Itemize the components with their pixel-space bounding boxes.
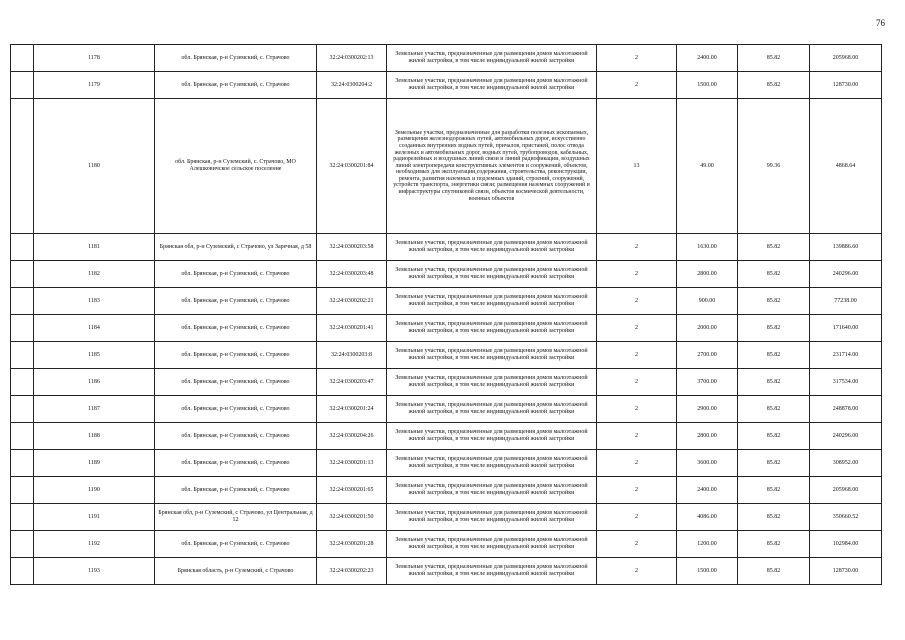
row-number: 1188 [34, 423, 155, 450]
total-value-cell: 240296.00 [810, 423, 882, 450]
group-code-cell: 2 [597, 261, 677, 288]
land-purpose-cell: Земельные участки, предназначенные для размещения домов малоэтажной жилой застройки, в том числе индивидуальной жилой застройки [387, 450, 597, 477]
blank-cell [11, 45, 34, 72]
total-value-cell: 4868.64 [810, 99, 882, 234]
total-value-cell: 171640.00 [810, 315, 882, 342]
area-cell: 1630.00 [677, 234, 738, 261]
group-code-cell: 2 [597, 477, 677, 504]
table-row [11, 72, 882, 99]
land-purpose-cell: Земельные участки, предназначенные для размещения домов малоэтажной жилой застройки, в том числе индивидуальной жилой застройки [387, 423, 597, 450]
address-cell: обл. Брянская, р-н Суземский, с. Страчово, МО Алешковичское сельское поселение [155, 99, 317, 234]
rate-cell: 85.82 [738, 261, 810, 288]
table-row [11, 99, 882, 234]
blank-cell [11, 477, 34, 504]
group-code-cell: 2 [597, 504, 677, 531]
total-value-cell: 248878.00 [810, 396, 882, 423]
total-value-cell: 308952.00 [810, 450, 882, 477]
blank-cell [11, 558, 34, 585]
row-number: 1179 [34, 72, 155, 99]
total-value-cell: 102984.00 [810, 531, 882, 558]
group-code-cell: 2 [597, 288, 677, 315]
land-registry-table [10, 44, 882, 585]
cadastral-number-cell: 32:24:0300201:41 [317, 315, 387, 342]
total-value-cell: 240296.00 [810, 261, 882, 288]
table-row [11, 396, 882, 423]
cadastral-number-cell: 32:24:0300201:84 [317, 99, 387, 234]
row-number: 1183 [34, 288, 155, 315]
cadastral-number-cell: 32:24:0300204:2 [317, 72, 387, 99]
address-cell: Брянская обл, р-н Суземский, с Страчово, ул Заречная, д 58 [155, 234, 317, 261]
land-purpose-cell: Земельные участки, предназначенные для размещения домов малоэтажной жилой застройки, в том числе индивидуальной жилой застройки [387, 72, 597, 99]
address-cell: обл. Брянская, р-н Суземский, с. Страчово [155, 369, 317, 396]
rate-cell: 85.82 [738, 477, 810, 504]
land-purpose-cell: Земельные участки, предназначенные для размещения домов малоэтажной жилой застройки, в том числе индивидуальной жилой застройки [387, 342, 597, 369]
address-cell: обл. Брянская, р-н Суземский, с. Страчово [155, 531, 317, 558]
group-code-cell: 2 [597, 450, 677, 477]
cadastral-number-cell: 32:24:0300201:50 [317, 504, 387, 531]
row-number: 1181 [34, 234, 155, 261]
group-code-cell: 2 [597, 369, 677, 396]
table-row [11, 369, 882, 396]
row-number: 1190 [34, 477, 155, 504]
area-cell: 2900.00 [677, 396, 738, 423]
address-cell: обл. Брянская, р-н Суземский, с. Страчово [155, 315, 317, 342]
blank-cell [11, 261, 34, 288]
blank-cell [11, 504, 34, 531]
row-number: 1180 [34, 99, 155, 234]
address-cell: Брянская область, р-н Суземский, с Страчово [155, 558, 317, 585]
rate-cell: 99.36 [738, 99, 810, 234]
total-value-cell: 139886.60 [810, 234, 882, 261]
rate-cell: 85.82 [738, 315, 810, 342]
total-value-cell: 317534.00 [810, 369, 882, 396]
rate-cell: 85.82 [738, 72, 810, 99]
land-purpose-cell: Земельные участки, предназначенные для размещения домов малоэтажной жилой застройки, в том числе индивидуальной жилой застройки [387, 288, 597, 315]
table-row [11, 423, 882, 450]
row-number: 1184 [34, 315, 155, 342]
group-code-cell: 2 [597, 234, 677, 261]
rate-cell: 85.82 [738, 531, 810, 558]
area-cell: 1500.00 [677, 558, 738, 585]
group-code-cell: 2 [597, 396, 677, 423]
cadastral-number-cell: 32:24:0300203:48 [317, 261, 387, 288]
area-cell: 49.00 [677, 99, 738, 234]
area-cell: 1500.00 [677, 72, 738, 99]
cadastral-number-cell: 32:24:0300201:24 [317, 396, 387, 423]
cadastral-number-cell: 32:24:0300203:58 [317, 234, 387, 261]
cadastral-number-cell: 32:24:0300203:8 [317, 342, 387, 369]
address-cell: обл. Брянская, р-н Суземский, с. Страчово [155, 288, 317, 315]
land-purpose-cell: Земельные участки, предназначенные для размещения домов малоэтажной жилой застройки, в том числе индивидуальной жилой застройки [387, 558, 597, 585]
address-cell: обл. Брянская, р-н Суземский, с. Страчово [155, 450, 317, 477]
table-row [11, 288, 882, 315]
area-cell: 2800.00 [677, 423, 738, 450]
rate-cell: 85.82 [738, 504, 810, 531]
rate-cell: 85.82 [738, 369, 810, 396]
group-code-cell: 2 [597, 531, 677, 558]
cadastral-number-cell: 32:24:0300203:47 [317, 369, 387, 396]
group-code-cell: 2 [597, 45, 677, 72]
address-cell: обл. Брянская, р-н Суземский, с. Страчово [155, 72, 317, 99]
table-row [11, 45, 882, 72]
row-number: 1186 [34, 369, 155, 396]
group-code-cell: 2 [597, 72, 677, 99]
table-row [11, 261, 882, 288]
land-purpose-cell: Земельные участки, предназначенные для размещения домов малоэтажной жилой застройки, в том числе индивидуальной жилой застройки [387, 315, 597, 342]
land-purpose-cell: Земельные участки, предназначенные для размещения домов малоэтажной жилой застройки, в том числе индивидуальной жилой застройки [387, 261, 597, 288]
blank-cell [11, 234, 34, 261]
land-purpose-cell: Земельные участки, предназначенные для размещения домов малоэтажной жилой застройки, в том числе индивидуальной жилой застройки [387, 45, 597, 72]
group-code-cell: 13 [597, 99, 677, 234]
total-value-cell: 350660.52 [810, 504, 882, 531]
row-number: 1182 [34, 261, 155, 288]
address-cell: обл. Брянская, р-н Суземский, с. Страчово [155, 477, 317, 504]
row-number: 1185 [34, 342, 155, 369]
address-cell: обл. Брянская, р-н Суземский, с. Страчово [155, 261, 317, 288]
group-code-cell: 2 [597, 315, 677, 342]
area-cell: 2800.00 [677, 261, 738, 288]
area-cell: 3600.00 [677, 450, 738, 477]
total-value-cell: 231714.00 [810, 342, 882, 369]
area-cell: 900.00 [677, 288, 738, 315]
land-purpose-cell: Земельные участки, предназначенные для разработки полезных ископаемых, размещения железнодорожных путей, автомобильных дорог, искусственно созданных внутренних водных путей, причалов, пристаней, полос отвода железных и автомобильных дорог, водных путей, трубопроводов, кабельных, радиорелейных и воздушных линий связи и линий радиофикации, воздушных линий электропередачи конструктивных элементов и сооружений, объектов, необходимых для эксплуатации,содержания, строительства, реконструкции, ремонта, развития наземных и подземных зданий, строений, сооружений, устройств транспорта, энергетики связи; размещения наземных сооружений и инфраструктуры спутниковой связи, объектов космической деятельности, военных объектов [387, 99, 597, 234]
land-purpose-cell: Земельные участки, предназначенные для размещения домов малоэтажной жилой застройки, в том числе индивидуальной жилой застройки [387, 504, 597, 531]
land-purpose-cell: Земельные участки, предназначенные для размещения домов малоэтажной жилой застройки, в том числе индивидуальной жилой застройки [387, 396, 597, 423]
rate-cell: 85.82 [738, 234, 810, 261]
table-row [11, 504, 882, 531]
area-cell: 2400.00 [677, 477, 738, 504]
cadastral-number-cell: 32:24:0300202:13 [317, 45, 387, 72]
cadastral-number-cell: 32:24:0300202:21 [317, 288, 387, 315]
address-cell: обл. Брянская, р-н Суземский, с. Страчово [155, 45, 317, 72]
area-cell: 3700.00 [677, 369, 738, 396]
blank-cell [11, 72, 34, 99]
table-row [11, 558, 882, 585]
table-row [11, 315, 882, 342]
blank-cell [11, 315, 34, 342]
land-purpose-cell: Земельные участки, предназначенные для размещения домов малоэтажной жилой застройки, в том числе индивидуальной жилой застройки [387, 369, 597, 396]
area-cell: 2000.00 [677, 315, 738, 342]
total-value-cell: 128730.00 [810, 72, 882, 99]
land-purpose-cell: Земельные участки, предназначенные для размещения домов малоэтажной жилой застройки, в том числе индивидуальной жилой застройки [387, 234, 597, 261]
rate-cell: 85.82 [738, 423, 810, 450]
cadastral-number-cell: 32:24:0300202:23 [317, 558, 387, 585]
table-row [11, 234, 882, 261]
table-row [11, 477, 882, 504]
cadastral-number-cell: 32:24:0300201:65 [317, 477, 387, 504]
blank-cell [11, 99, 34, 234]
blank-cell [11, 423, 34, 450]
table-body [11, 45, 882, 585]
row-number: 1191 [34, 504, 155, 531]
area-cell: 2400.00 [677, 45, 738, 72]
total-value-cell: 128730.00 [810, 558, 882, 585]
table-row [11, 450, 882, 477]
cadastral-number-cell: 32:24:0300201:13 [317, 450, 387, 477]
row-number: 1192 [34, 531, 155, 558]
address-cell: обл. Брянская, р-н Суземский, с. Страчово [155, 396, 317, 423]
group-code-cell: 2 [597, 342, 677, 369]
blank-cell [11, 450, 34, 477]
rate-cell: 85.82 [738, 45, 810, 72]
cadastral-number-cell: 32:24:0300201:28 [317, 531, 387, 558]
blank-cell [11, 369, 34, 396]
rate-cell: 85.82 [738, 342, 810, 369]
area-cell: 1200.00 [677, 531, 738, 558]
group-code-cell: 2 [597, 558, 677, 585]
address-cell: обл. Брянская, р-н Суземский, с. Страчово [155, 342, 317, 369]
blank-cell [11, 288, 34, 315]
rate-cell: 85.82 [738, 288, 810, 315]
group-code-cell: 2 [597, 423, 677, 450]
land-purpose-cell: Земельные участки, предназначенные для размещения домов малоэтажной жилой застройки, в том числе индивидуальной жилой застройки [387, 477, 597, 504]
rate-cell: 85.82 [738, 450, 810, 477]
row-number: 1193 [34, 558, 155, 585]
blank-cell [11, 531, 34, 558]
total-value-cell: 205968.00 [810, 477, 882, 504]
table-row [11, 342, 882, 369]
blank-cell [11, 342, 34, 369]
blank-cell [11, 396, 34, 423]
table-row [11, 531, 882, 558]
area-cell: 2700.00 [677, 342, 738, 369]
address-cell: Брянская обл, р-н Суземский, с Страчово, ул Центральная, д 12 [155, 504, 317, 531]
total-value-cell: 205968.00 [810, 45, 882, 72]
page-number: 76 [876, 18, 885, 28]
rate-cell: 85.82 [738, 558, 810, 585]
cadastral-number-cell: 32:24:0300204:26 [317, 423, 387, 450]
row-number: 1178 [34, 45, 155, 72]
total-value-cell: 77238.00 [810, 288, 882, 315]
area-cell: 4086.00 [677, 504, 738, 531]
row-number: 1189 [34, 450, 155, 477]
address-cell: обл. Брянская, р-н Суземский, с. Страчово [155, 423, 317, 450]
rate-cell: 85.82 [738, 396, 810, 423]
row-number: 1187 [34, 396, 155, 423]
land-purpose-cell: Земельные участки, предназначенные для размещения домов малоэтажной жилой застройки, в том числе индивидуальной жилой застройки [387, 531, 597, 558]
